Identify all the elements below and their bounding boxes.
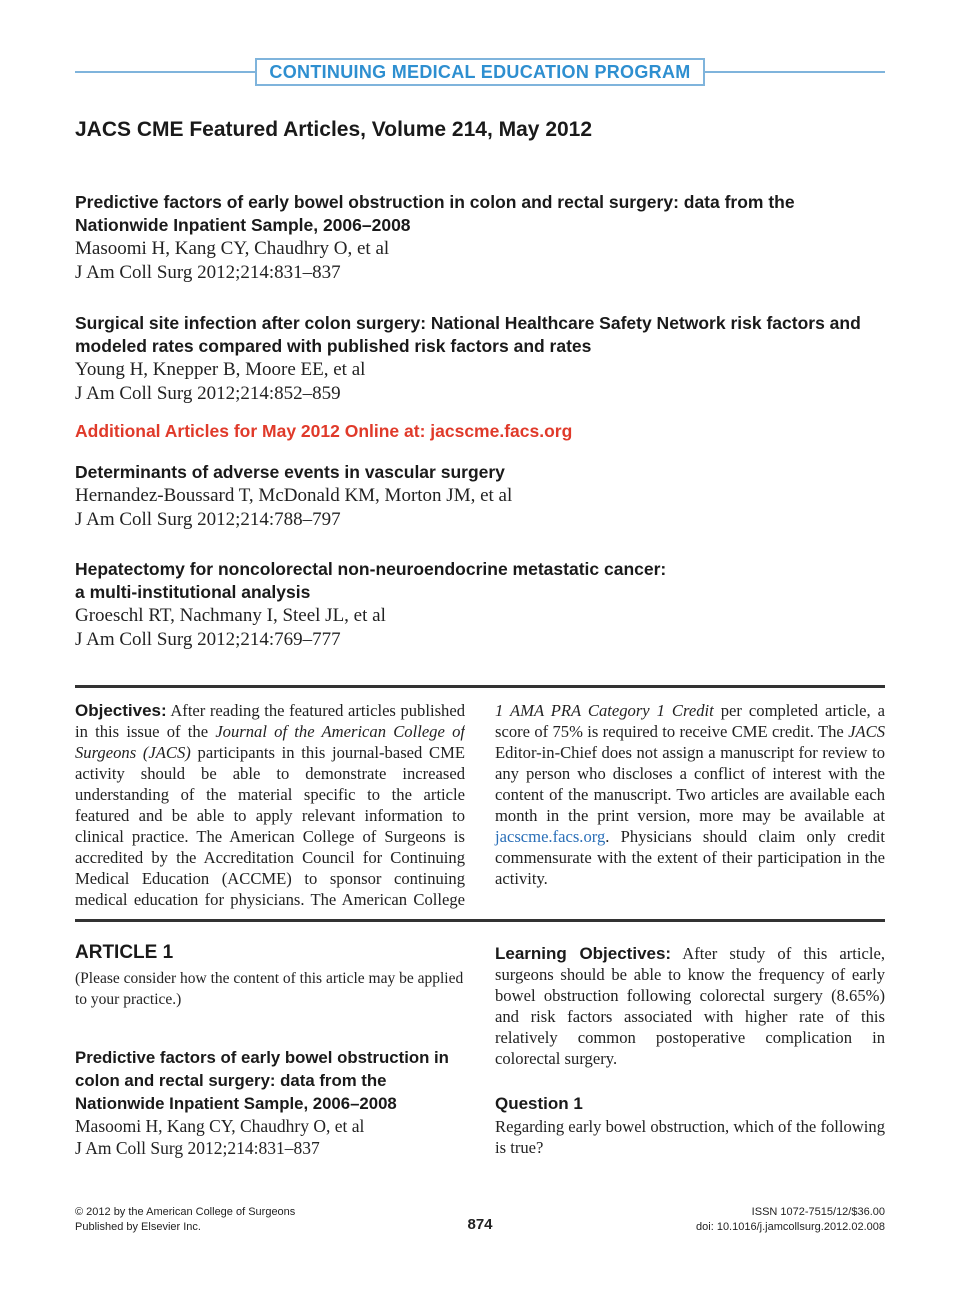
featured-article-1 [75,191,885,285]
learning-objectives-text: After study of this article, surgeons should be able to know the frequency of early bowel obstruction following colorectal surgery (8.65%) and risk factors associated with higher rate of this relatively common postoperative complication in colorectal surgery. [495,944,885,1068]
learning-objectives-label: Learning Objectives: [495,944,672,963]
online-article-citation: J Am Coll Surg 2012;214:769–777 [75,629,341,650]
issn: ISSN 1072-7515/12/$36.00 [751,1206,885,1218]
banner-rule-right [705,71,885,73]
section-divider-bottom [75,919,885,922]
footer-right [560,1205,885,1235]
page-number: 874 [467,1216,493,1233]
objectives-label: Objectives: [75,701,167,720]
featured-article-title: Surgical site infection after colon surgery: National Healthcare Safety Network risk factors and modeled rates compared with published risk factors and rates [75,313,861,356]
learning-objectives [495,943,885,1069]
online-articles-heading: Additional Articles for May 2012 Online at: jacscme.facs.org [75,421,573,441]
cme-website-link[interactable]: jacscme.facs.org [495,827,606,846]
article-1-note: (Please consider how the content of this article may be applied to your practice.) [75,970,464,1008]
article-1-heading: ARTICLE 1 [75,942,174,963]
objectives-column-left [75,700,465,912]
article-1-authors: Masoomi H, Kang CY, Chaudhry O, et al [75,1116,365,1136]
online-article-citation: J Am Coll Surg 2012;214:788–797 [75,509,341,530]
objectives-column-right [495,700,885,889]
online-article-title-line1: Hepatectomy for noncolorectal non-neuroendocrine metastatic cancer: [75,559,667,579]
online-article-title-line2: a multi-institutional analysis [75,582,311,602]
journal-name: Journal of the American College of Surgeons (JACS) [75,722,465,762]
question-1-text: Regarding early bowel obstruction, which of the following is true? [495,1117,885,1157]
objectives-text-c: per completed article, a score of 75% is required to receive CME credit. The [495,701,885,741]
article-1-title: Predictive factors of early bowel obstruction in colon and rectal surgery: data from the Nationwide Inpatient Sample, 2006–2008 [75,1048,449,1113]
publisher: Published by Elsevier Inc. [75,1221,201,1233]
online-article-1 [75,461,885,532]
credit-designation: 1 AMA PRA Category 1 Credit [495,701,714,720]
question-1-heading: Question 1 [495,1094,583,1113]
featured-article-title: Predictive factors of early bowel obstruction in colon and rectal surgery: data from the Nationwide Inpatient Sample, 2006–2008 [75,192,795,235]
featured-article-citation: J Am Coll Surg 2012;214:852–859 [75,383,341,404]
section-divider-top [75,685,885,688]
page-title: JACS CME Featured Articles, Volume 214, May 2012 [75,118,593,141]
cme-banner: CONTINUING MEDICAL EDUCATION PROGRAM [255,58,705,86]
featured-article-authors: Masoomi H, Kang CY, Chaudhry O, et al [75,238,390,259]
article-1-citation: J Am Coll Surg 2012;214:831–837 [75,1138,320,1158]
online-article-authors: Groeschl RT, Nachmany I, Steel JL, et al [75,605,386,626]
featured-article-citation: J Am Coll Surg 2012;214:831–837 [75,262,341,283]
jacs-abbrev: JACS [848,722,885,741]
featured-article-2 [75,312,885,406]
objectives-text-a: After reading the featured articles published in this issue of the [75,701,465,741]
online-article-2 [75,558,885,652]
doi: doi: 10.1016/j.jamcollsurg.2012.02.008 [696,1221,885,1233]
banner-rule-left [75,71,255,73]
online-article-title: Determinants of adverse events in vascular surgery [75,462,505,482]
objectives-text-d: Editor-in-Chief does not assign a manuscript for review to any person who discloses a conflict of interest with the content of the manuscript. Two articles are available each month in the print version, more may be available at [495,743,885,825]
featured-article-authors: Young H, Knepper B, Moore EE, et al [75,359,366,380]
objectives-text-b: participants in this journal-based CME activity should be able to demonstrate increased understanding of the material specific to the article featured and be able to apply relevant information to clinical practice. The American College of Surgeons is accredited by the Accreditation Council for Continuing Medical Education (ACCME) to sponsor continuing medical education for physicians. The American College [75,743,465,909]
copyright: © 2012 by the American College of Surgeons [75,1206,296,1218]
footer-left [75,1205,395,1235]
article-1-entry [75,1046,467,1159]
online-article-authors: Hernandez-Boussard T, McDonald KM, Morton JM, et al [75,485,513,506]
objectives-text-e: . Physicians should claim only credit commensurate with the extent of their participation in the activity. [495,827,885,888]
